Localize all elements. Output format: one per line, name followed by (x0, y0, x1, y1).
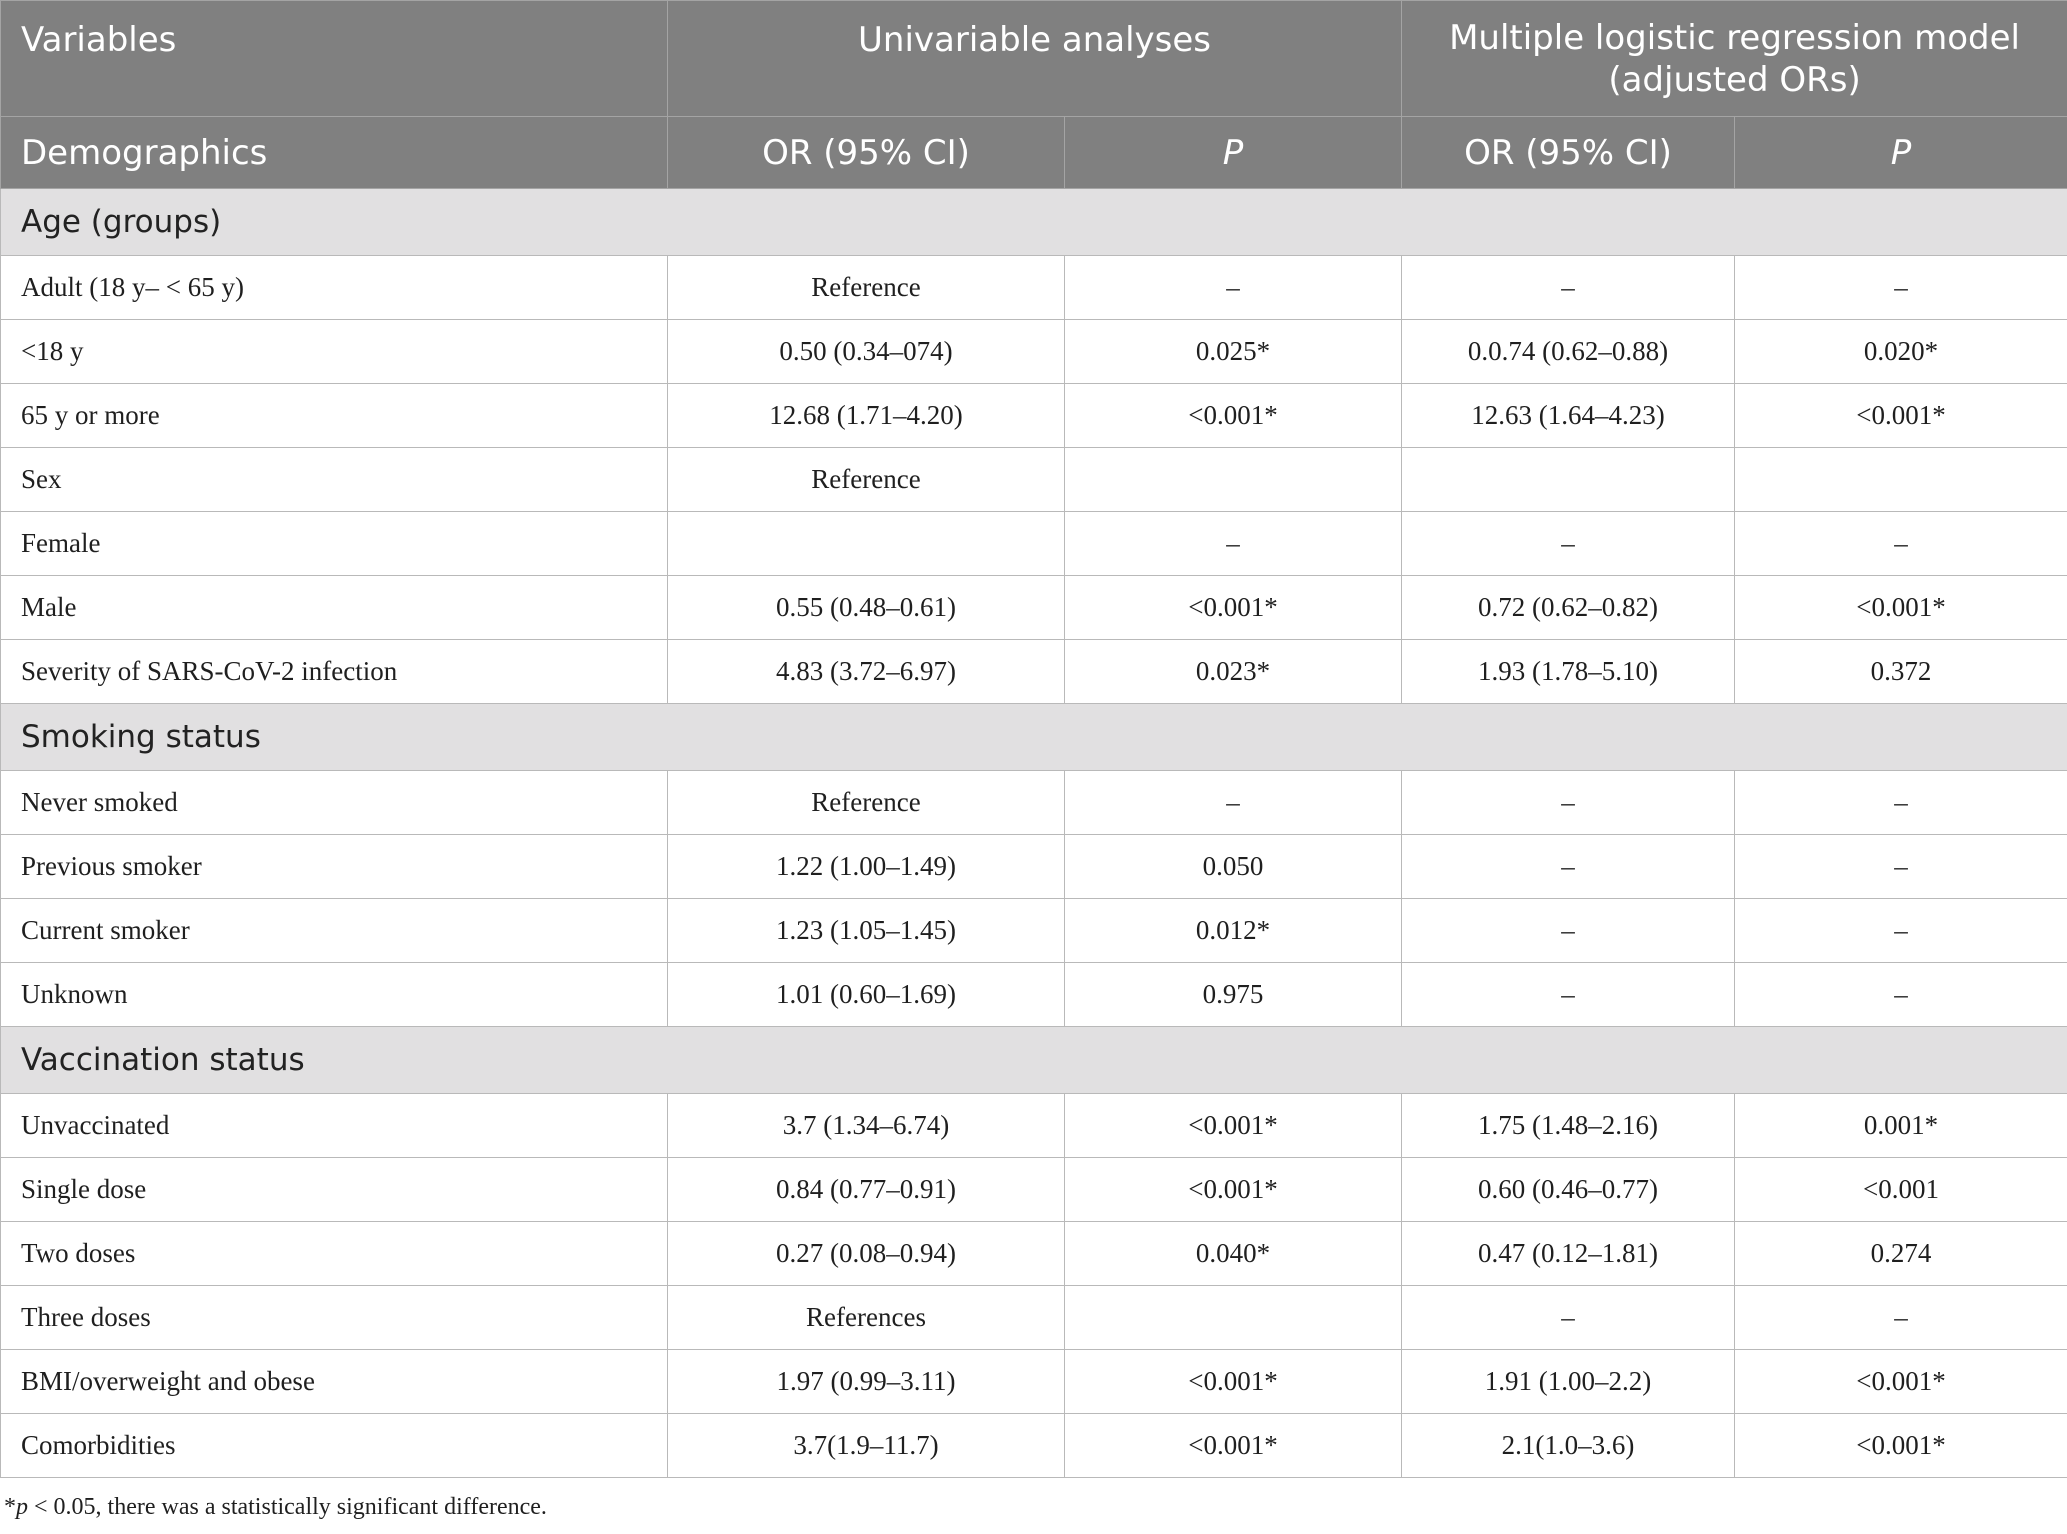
multi-or-cell: – (1402, 1286, 1735, 1350)
uni-p-cell: <0.001* (1065, 384, 1402, 448)
multi-or-cell: 0.72 (0.62–0.82) (1402, 576, 1735, 640)
footnote (4, 1494, 547, 1521)
variable-cell: Unknown (1, 963, 668, 1027)
uni-or-cell: 0.55 (0.48–0.61) (668, 576, 1065, 640)
variable-cell: Two doses (1, 1222, 668, 1286)
multi-or-cell: 0.60 (0.46–0.77) (1402, 1158, 1735, 1222)
table-row (1, 1414, 2067, 1478)
table-row (1, 1286, 2067, 1350)
multi-p-cell: 0.001* (1735, 1094, 2067, 1158)
multi-p-cell: <0.001* (1735, 576, 2067, 640)
uni-p-cell: – (1065, 771, 1402, 835)
table-row (1, 384, 2067, 448)
uni-p-cell: <0.001* (1065, 576, 1402, 640)
multi-or-cell: – (1402, 771, 1735, 835)
uni-or-cell: 0.84 (0.77–0.91) (668, 1158, 1065, 1222)
variable-cell: Adult (18 y– < 65 y) (1, 256, 668, 320)
table-row (1, 320, 2067, 384)
uni-or-cell: Reference (668, 256, 1065, 320)
uni-or-cell: 4.83 (3.72–6.97) (668, 640, 1065, 704)
uni-p-cell: 0.050 (1065, 835, 1402, 899)
multi-p-cell: 0.274 (1735, 1222, 2067, 1286)
multi-p-cell: – (1735, 1286, 2067, 1350)
multi-or-cell: 1.75 (1.48–2.16) (1402, 1094, 1735, 1158)
section-title: Smoking status (1, 704, 2067, 771)
uni-p-cell: 0.975 (1065, 963, 1402, 1027)
multi-or-cell (1402, 448, 1735, 512)
variable-cell: Unvaccinated (1, 1094, 668, 1158)
uni-p-cell (1065, 448, 1402, 512)
uni-p-cell: 0.040* (1065, 1222, 1402, 1286)
header-row-2 (1, 117, 2067, 189)
variable-cell: Severity of SARS-CoV-2 infection (1, 640, 668, 704)
section-header-row (1, 1027, 2067, 1094)
uni-p-cell: <0.001* (1065, 1414, 1402, 1478)
variable-cell: Female (1, 512, 668, 576)
table-row (1, 1158, 2067, 1222)
table-row (1, 640, 2067, 704)
header-variables: Variables (1, 1, 668, 117)
multi-p-cell: <0.001* (1735, 384, 2067, 448)
uni-or-cell: 12.68 (1.71–4.20) (668, 384, 1065, 448)
footnote-star: * (4, 1494, 16, 1520)
multi-p-cell: 0.020* (1735, 320, 2067, 384)
section-title: Age (groups) (1, 189, 2067, 256)
multi-or-cell: 0.47 (0.12–1.81) (1402, 1222, 1735, 1286)
multi-p-cell: – (1735, 835, 2067, 899)
header-multiple-line1: Multiple logistic regression model (1449, 17, 2020, 58)
multi-p-cell: <0.001 (1735, 1158, 2067, 1222)
uni-p-cell: – (1065, 512, 1402, 576)
uni-p-cell (1065, 1286, 1402, 1350)
variable-cell: Single dose (1, 1158, 668, 1222)
multi-p-cell: – (1735, 771, 2067, 835)
section-header-row (1, 189, 2067, 256)
multi-or-cell: 1.91 (1.00–2.2) (1402, 1350, 1735, 1414)
uni-or-cell: 1.01 (0.60–1.69) (668, 963, 1065, 1027)
uni-or-cell: Reference (668, 448, 1065, 512)
variable-cell: Male (1, 576, 668, 640)
multi-or-cell: 12.63 (1.64–4.23) (1402, 384, 1735, 448)
header-uni-p: P (1065, 117, 1402, 189)
table-body (1, 189, 2067, 1478)
uni-or-cell: References (668, 1286, 1065, 1350)
header-multi-or: OR (95% CI) (1402, 117, 1735, 189)
uni-or-cell: Reference (668, 771, 1065, 835)
variable-cell: BMI/overweight and obese (1, 1350, 668, 1414)
uni-p-cell: 0.012* (1065, 899, 1402, 963)
footnote-text: < 0.05, there was a statistically significant difference. (28, 1494, 547, 1520)
multi-or-cell: – (1402, 256, 1735, 320)
table-row (1, 1094, 2067, 1158)
section-title: Vaccination status (1, 1027, 2067, 1094)
table-row (1, 1350, 2067, 1414)
multi-p-cell: – (1735, 963, 2067, 1027)
uni-or-cell: 1.97 (0.99–3.11) (668, 1350, 1065, 1414)
table-row (1, 576, 2067, 640)
uni-p-cell: <0.001* (1065, 1094, 1402, 1158)
table-row (1, 899, 2067, 963)
header-uni-or: OR (95% CI) (668, 117, 1065, 189)
uni-p-cell: – (1065, 256, 1402, 320)
multi-p-cell: <0.001* (1735, 1414, 2067, 1478)
table-row (1, 771, 2067, 835)
header-row-1 (1, 1, 2067, 117)
uni-or-cell: 1.23 (1.05–1.45) (668, 899, 1065, 963)
uni-or-cell: 0.50 (0.34–074) (668, 320, 1065, 384)
variable-cell: Current smoker (1, 899, 668, 963)
header-demographics: Demographics (1, 117, 668, 189)
variable-cell: Never smoked (1, 771, 668, 835)
uni-or-cell: 0.27 (0.08–0.94) (668, 1222, 1065, 1286)
table-row (1, 256, 2067, 320)
multi-or-cell: – (1402, 835, 1735, 899)
header-univariable: Univariable analyses (668, 1, 1402, 117)
footnote-p: p (16, 1494, 28, 1520)
uni-p-cell: <0.001* (1065, 1158, 1402, 1222)
uni-or-cell: 1.22 (1.00–1.49) (668, 835, 1065, 899)
uni-or-cell: 3.7(1.9–11.7) (668, 1414, 1065, 1478)
multi-p-cell (1735, 448, 2067, 512)
uni-p-cell: <0.001* (1065, 1350, 1402, 1414)
variable-cell: Previous smoker (1, 835, 668, 899)
variable-cell: <18 y (1, 320, 668, 384)
section-header-row (1, 704, 2067, 771)
multi-or-cell: – (1402, 963, 1735, 1027)
multi-or-cell: 2.1(1.0–3.6) (1402, 1414, 1735, 1478)
table-row (1, 1222, 2067, 1286)
variable-cell: Comorbidities (1, 1414, 668, 1478)
multi-or-cell: – (1402, 899, 1735, 963)
multi-p-cell: – (1735, 899, 2067, 963)
multi-p-cell: – (1735, 512, 2067, 576)
multi-or-cell: 0.0.74 (0.62–0.88) (1402, 320, 1735, 384)
multi-or-cell: 1.93 (1.78–5.10) (1402, 640, 1735, 704)
header-multi-p: P (1735, 117, 2067, 189)
table-row (1, 448, 2067, 512)
table-row (1, 963, 2067, 1027)
table-row (1, 835, 2067, 899)
variable-cell: 65 y or more (1, 384, 668, 448)
header-multiple-line2: (adjusted ORs) (1608, 59, 1861, 100)
variable-cell: Three doses (1, 1286, 668, 1350)
uni-p-cell: 0.023* (1065, 640, 1402, 704)
table-row (1, 512, 2067, 576)
uni-or-cell (668, 512, 1065, 576)
multi-p-cell: – (1735, 256, 2067, 320)
multi-p-cell: <0.001* (1735, 1350, 2067, 1414)
variable-cell: Sex (1, 448, 668, 512)
uni-p-cell: 0.025* (1065, 320, 1402, 384)
uni-or-cell: 3.7 (1.34–6.74) (668, 1094, 1065, 1158)
multi-p-cell: 0.372 (1735, 640, 2067, 704)
multi-or-cell: – (1402, 512, 1735, 576)
header-multiple (1402, 1, 2067, 117)
